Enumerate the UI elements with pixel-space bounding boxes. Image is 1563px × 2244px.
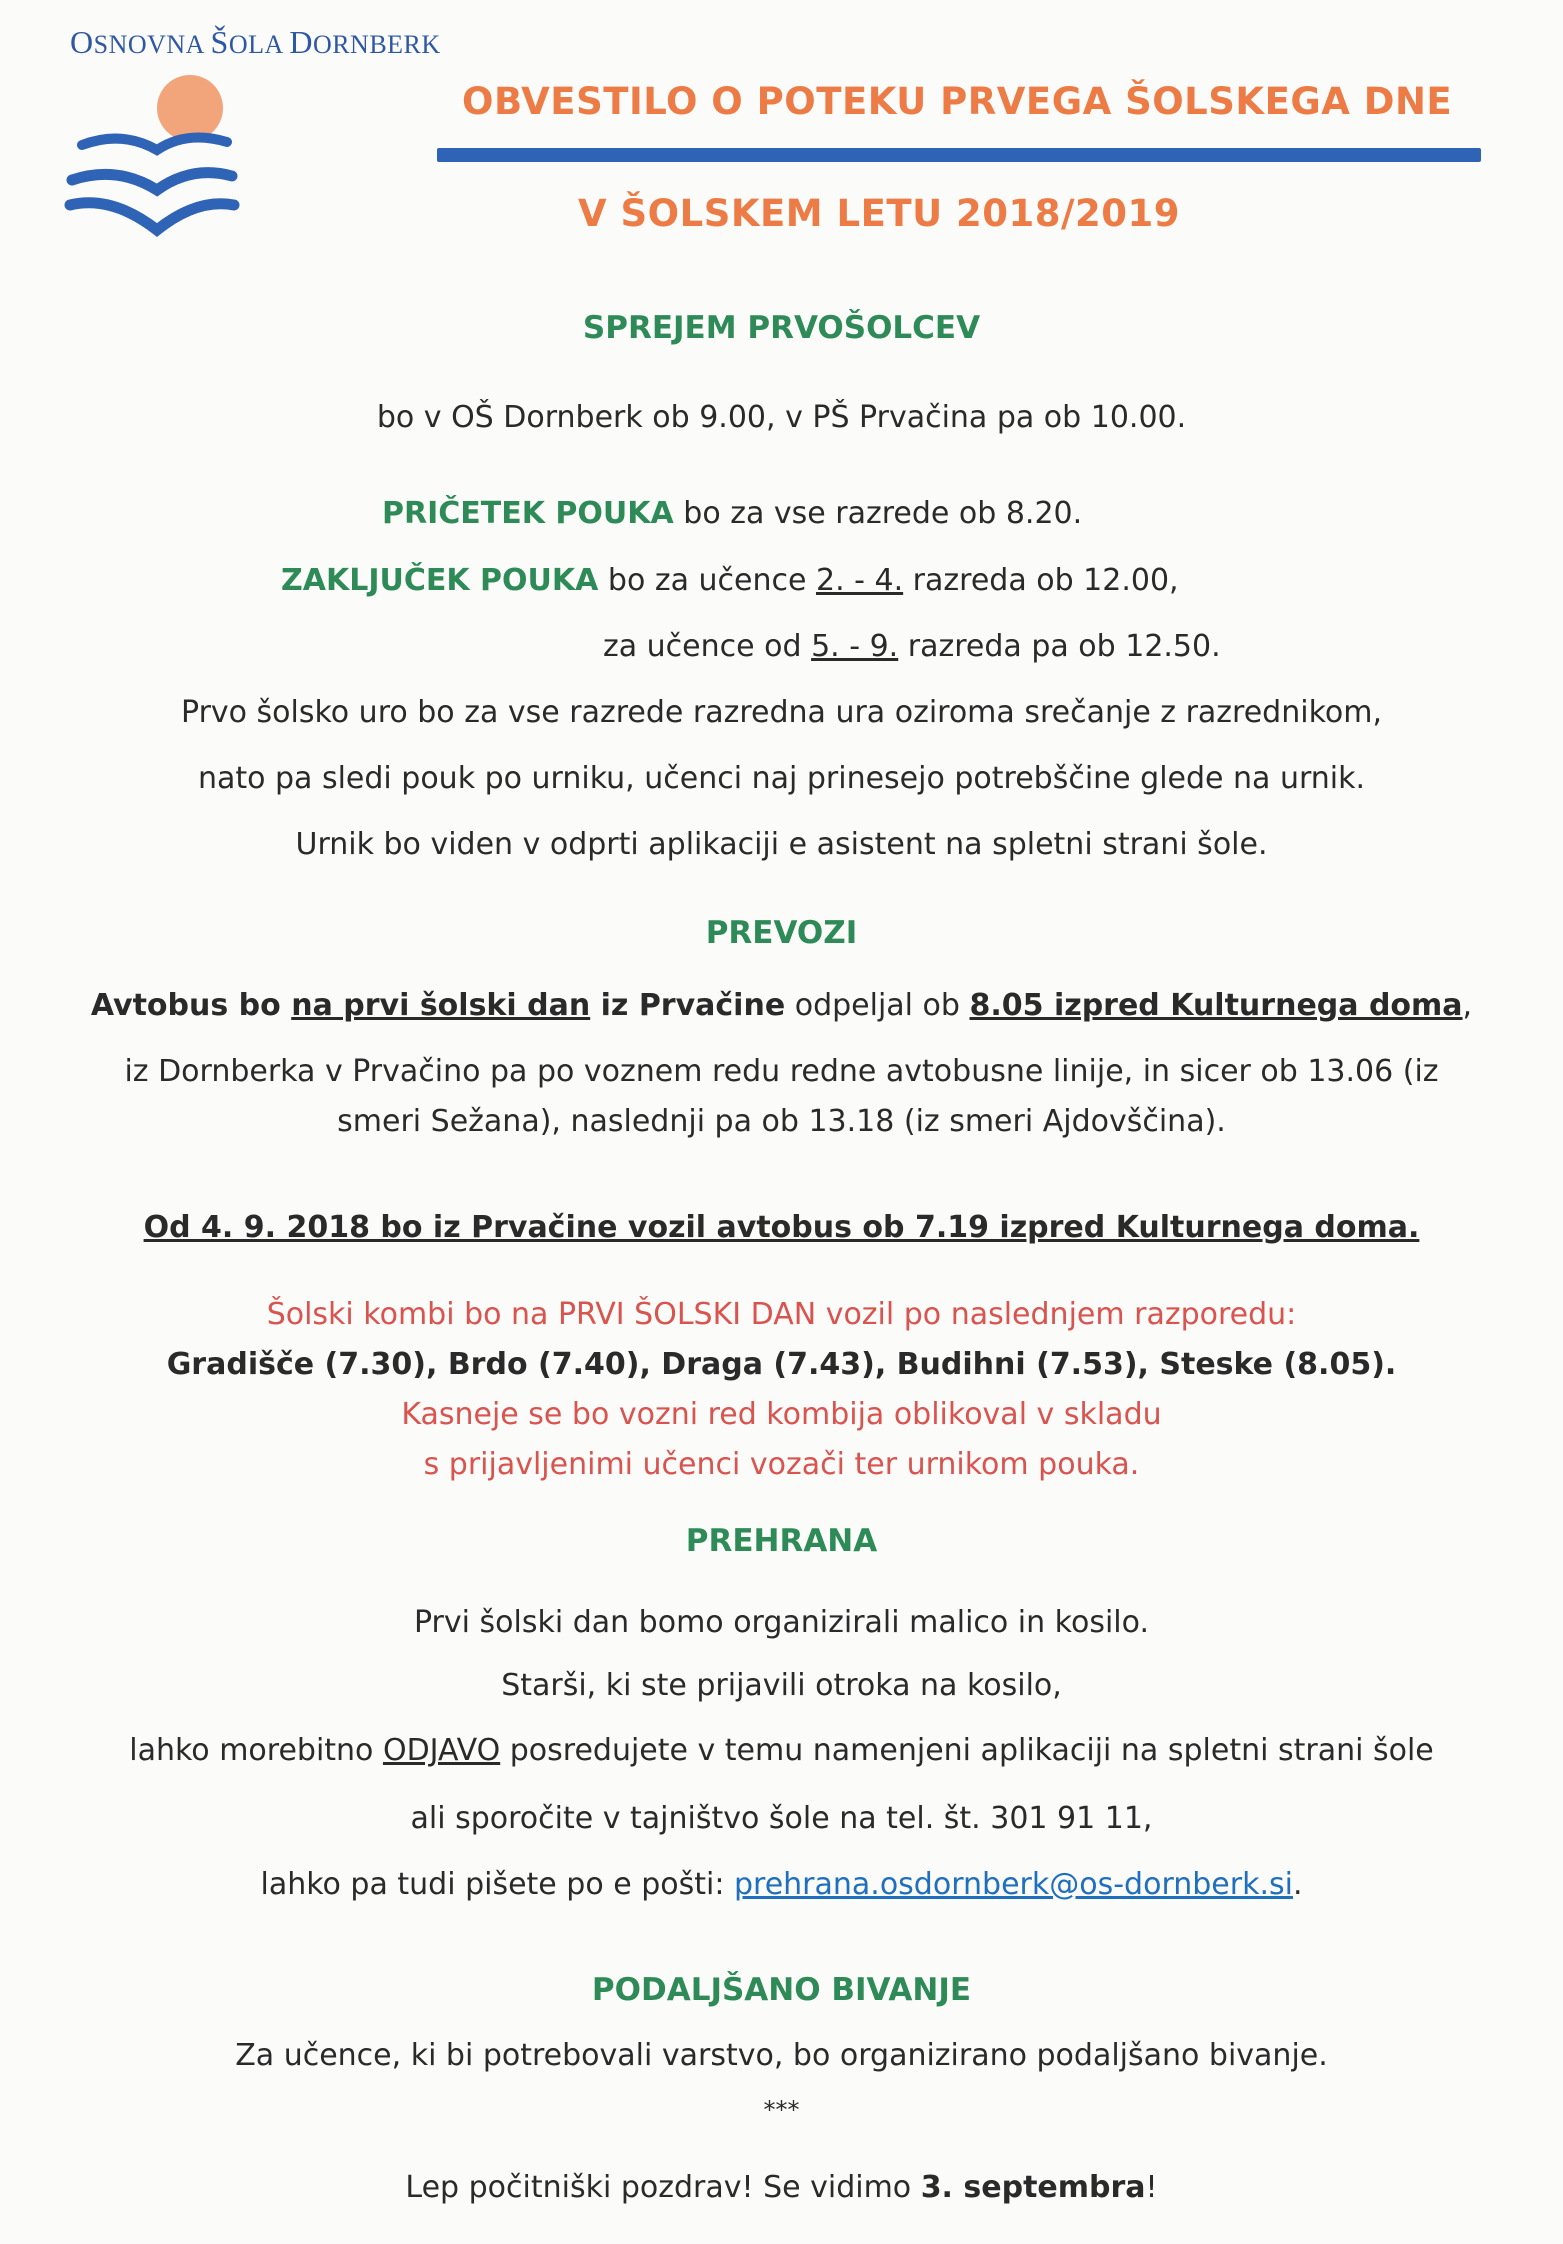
kombi-line-1: Šolski kombi bo na PRVI ŠOLSKI DAN vozil po naslednjem razporedu: (266, 1297, 1297, 1332)
pouk-end2-text: za učence od (603, 629, 812, 664)
school-name-part: OLA (228, 30, 290, 59)
title-rule (437, 148, 1481, 162)
prevozi-text: odpeljal ob (785, 988, 970, 1023)
email-link[interactable]: prehrana.osdornberk@os-dornberk.si (733, 1867, 1293, 1902)
prevozi-text: iz Prvačine (590, 988, 786, 1023)
closing-greeting (0, 2170, 1563, 2206)
pouk-paragraph-1: Prvo šolsko uro bo za vse razrede razredna ura oziroma srečanje z razrednikom, (181, 695, 1382, 730)
heading-bivanje: PODALJŠANO BIVANJE (591, 1972, 972, 2008)
sprejem-text: bo v OŠ Dornberk ob 9.00, v PŠ Prvačina pa ob 10.00. (376, 400, 1187, 435)
pouk-start-label: PRIČETEK POUKA (382, 496, 674, 531)
prevozi-text: 8.05 izpred Kulturnega doma (969, 988, 1463, 1023)
greeting-text: ! (1145, 2170, 1158, 2205)
prevozi-line-2: iz Dornberka v Prvačino pa po voznem redu redne avtobusne linije, in sicer ob 13.06 (iz (124, 1054, 1439, 1089)
prevozi-text: na prvi šolski dan (291, 988, 591, 1023)
school-name (70, 24, 441, 61)
pouk-end2-text: razreda pa ob 12.50. (898, 629, 1221, 664)
greeting-date: 3. septembra (920, 2170, 1146, 2205)
pouk-start-text: bo za vse razrede ob 8.20. (673, 496, 1083, 531)
prehrana-line-4: ali sporočite v tajništvo šole na tel. št. 301 91 11, (410, 1801, 1153, 1836)
prehrana-text: lahko morebitno (129, 1733, 383, 1768)
prevozi-text: Avtobus bo (90, 988, 292, 1023)
prehrana-text: lahko pa tudi pišete po e pošti: (260, 1867, 734, 1902)
prehrana-text: posredujete v temu namenjeni aplikaciji na spletni strani šole (500, 1733, 1434, 1768)
school-name-part: O (70, 24, 94, 60)
prevozi-line-3: smeri Sežana), naslednji pa ob 13.18 (iz smeri Ajdovščina). (337, 1104, 1226, 1139)
prehrana-text: . (1292, 1867, 1303, 1902)
prehrana-line-5 (0, 1867, 1563, 1903)
pouk-end-label: ZAKLJUČEK POUKA (281, 563, 599, 598)
pouk-end2-line (603, 629, 1221, 665)
pouk-paragraph-3: Urnik bo viden v odprti aplikaciji e asistent na spletni strani šole. (295, 827, 1268, 862)
pouk-paragraph-2: nato pa sledi pouk po urniku, učenci naj prinesejo potrebščine glede na urnik. (197, 761, 1366, 796)
school-name-part: Š (210, 24, 229, 60)
kombi-line-4: s prijavljenimi učenci vozači ter urnikom pouka. (423, 1447, 1140, 1482)
prehrana-line-2: Starši, ki ste prijavili otroka na kosilo, (501, 1668, 1062, 1703)
pouk-end-line (281, 563, 1179, 599)
prehrana-line-1: Prvi šolski dan bomo organizirali malico in kosilo. (413, 1605, 1149, 1640)
prevozi-line-1 (0, 988, 1563, 1024)
pouk-end-range: 2. - 4. (815, 563, 904, 598)
kombi-line-3: Kasneje se bo vozni red kombija oblikoval v skladu (401, 1397, 1162, 1432)
kombi-line-2: Gradišče (7.30), Brdo (7.40), Draga (7.43), Budihni (7.53), Steske (8.05). (166, 1347, 1397, 1382)
logo-sun-icon (157, 75, 223, 141)
prevozi-line-4: Od 4. 9. 2018 bo iz Prvačine vozil avtobus ob 7.19 izpred Kulturnega doma. (143, 1210, 1420, 1245)
prevozi-text: , (1462, 988, 1473, 1023)
heading-prehrana: PREHRANA (685, 1523, 878, 1559)
bivanje-text: Za učence, ki bi potrebovali varstvo, bo organizirano podaljšano bivanje. (235, 2038, 1328, 2073)
prehrana-odjava: ODJAVO (382, 1733, 501, 1768)
pouk-end-text: bo za učence (598, 563, 816, 598)
pouk-start-line (382, 496, 1082, 532)
school-name-part: D (289, 24, 313, 60)
school-name-part: ORNBERK (312, 30, 441, 59)
pouk-end-text: razreda ob 12.00, (903, 563, 1179, 598)
title-line-1: OBVESTILO O POTEKU PRVEGA ŠOLSKEGA DNE (462, 80, 1453, 123)
pouk-end2-range: 5. - 9. (811, 629, 899, 664)
heading-prevozi: PREVOZI (705, 915, 858, 951)
heading-sprejem: SPREJEM PRVOŠOLCEV (582, 310, 981, 346)
school-name-part: SNOVNA (93, 30, 211, 59)
greeting-text: Lep počitniški pozdrav! Se vidimo (405, 2170, 921, 2205)
stars-divider: *** (763, 2096, 800, 2124)
title-line-2: V ŠOLSKEM LETU 2018/2019 (578, 192, 1180, 235)
prehrana-line-3 (0, 1733, 1563, 1769)
